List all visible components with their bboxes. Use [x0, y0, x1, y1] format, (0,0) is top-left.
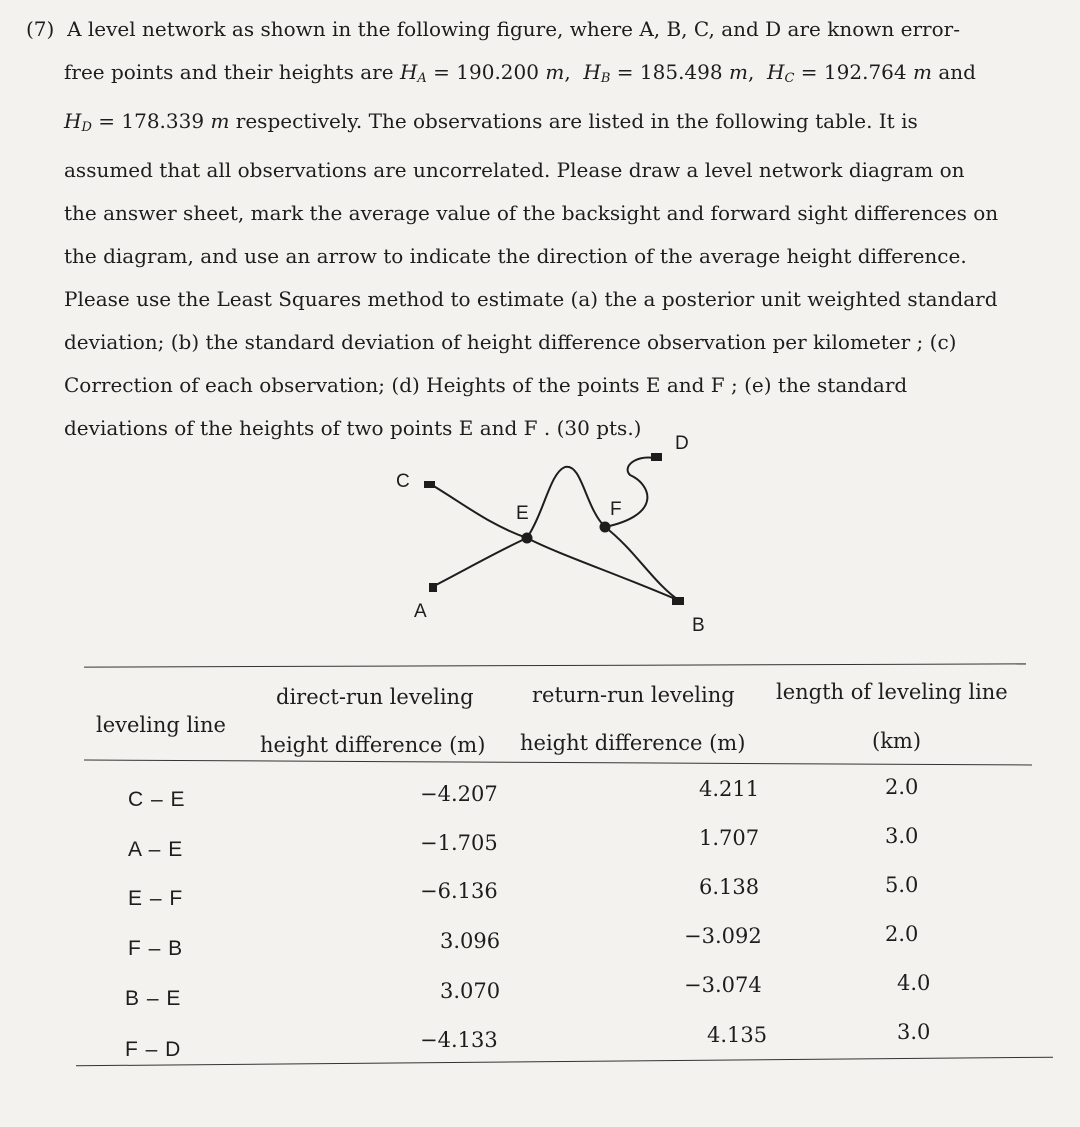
row-2-return: 1.707: [699, 826, 760, 850]
height-c-value: 192.764: [823, 60, 907, 84]
row-2-line: A – E: [128, 838, 184, 861]
problem-line-4: assumed that all observations are uncorrelated. Please draw a level network diagram on: [64, 158, 965, 182]
height-a-value: 190.200: [456, 60, 539, 84]
label-d: D: [675, 433, 689, 454]
row-3-direct: −6.136: [420, 879, 498, 903]
problem-line-8: deviation; (b) the standard deviation of height difference observation per kilometer ; (c): [64, 330, 957, 354]
problem-line-7: Please use the Least Squares method to estimate (a) the a posterior unit weighted standard: [64, 287, 998, 311]
line-c-e: [432, 485, 527, 538]
row-5-line: B – E: [125, 987, 182, 1010]
header-return-bottom: height difference (m): [520, 731, 746, 755]
line-b-e: [527, 538, 680, 601]
point-c-marker: [424, 481, 435, 488]
problem-line-10: deviations of the heights of two points E and F . (30 pts.): [64, 416, 642, 440]
row-5-length: 4.0: [897, 971, 931, 995]
height-b-value: 185.498: [639, 60, 723, 84]
table-bottom-rule: [76, 1057, 1053, 1067]
point-d-marker: [651, 453, 662, 461]
row-1-length: 2.0: [885, 775, 919, 799]
row-2-length: 3.0: [885, 824, 919, 848]
row-1-return: 4.211: [699, 777, 760, 801]
problem-text: [26, 8, 1039, 450]
row-3-length: 5.0: [885, 873, 919, 897]
line-f-b: [605, 527, 680, 601]
problem-line-5: the answer sheet, mark the average value of the backsight and forward sight differences on: [64, 201, 999, 225]
row-6-line: F – D: [125, 1038, 182, 1061]
header-leveling-line: leveling line: [96, 713, 226, 737]
row-6-direct: −4.133: [420, 1028, 498, 1052]
level-network-diagram: [360, 425, 730, 640]
problem-line-9: Correction of each observation; (d) Heights of the points E and F ; (e) the standard: [64, 373, 908, 397]
header-direct-bottom: height difference (m): [260, 733, 486, 757]
row-5-direct: 3.070: [440, 979, 501, 1003]
row-4-length: 2.0: [885, 922, 919, 946]
table-header-rule: [84, 760, 1032, 766]
row-4-line: F – B: [128, 937, 184, 960]
row-2-direct: −1.705: [420, 831, 498, 855]
problem-line-3: $H_D = 178.339$ m respectively. The observations are listed in the following table. It is: [64, 109, 918, 135]
row-3-return: 6.138: [699, 875, 760, 899]
label-c: C: [396, 471, 410, 492]
row-3-line: E – F: [128, 887, 184, 910]
point-a-marker: [429, 583, 437, 592]
header-length-top: length of leveling line: [776, 680, 1008, 704]
label-e: E: [516, 503, 529, 524]
label-f: F: [610, 499, 622, 520]
problem-number: (7): [26, 17, 55, 41]
point-e-marker: [522, 533, 533, 544]
row-4-return: −3.092: [684, 924, 762, 948]
row-6-return: 4.135: [707, 1023, 768, 1047]
row-1-direct: −4.207: [420, 782, 498, 806]
table-top-rule: [84, 663, 1026, 667]
problem-line-1: (7) A level network as shown in the following figure, where A, B, C, and D are known error-: [26, 17, 960, 41]
line-e-f: [527, 467, 605, 538]
line-a-e: [432, 538, 527, 587]
label-a: A: [414, 601, 427, 622]
header-length-bottom: (km): [872, 729, 922, 753]
header-return-top: return-run leveling: [532, 683, 735, 707]
point-f-marker: [600, 522, 611, 533]
row-4-direct: 3.096: [440, 929, 501, 953]
header-direct-top: direct-run leveling: [276, 685, 474, 709]
row-1-line: C – E: [128, 788, 186, 811]
label-b: B: [692, 615, 705, 636]
problem-line-2: free points and their heights are $H_A = 190.200$ m, $H_B = 185.498$ m, $H_C = 192.764$ m and: [64, 60, 976, 86]
problem-line-6: the diagram, and use an arrow to indicate the direction of the average height difference.: [64, 244, 967, 268]
height-d-value: 178.339: [121, 109, 205, 133]
row-5-return: −3.074: [684, 973, 762, 997]
row-6-length: 3.0: [897, 1020, 931, 1044]
point-b-marker: [672, 597, 684, 605]
